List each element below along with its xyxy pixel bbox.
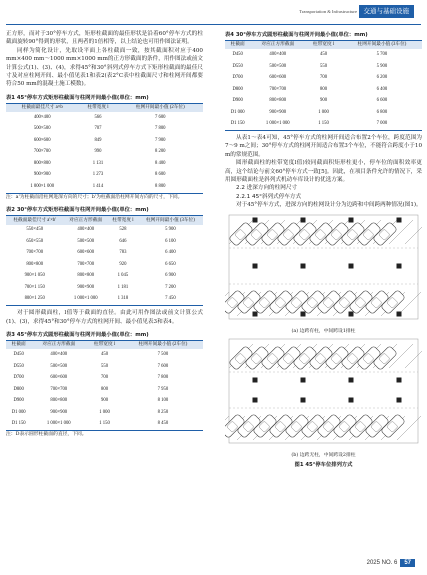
table-4-caption: 表4 30°停车方式圆形柱截面与柱网开间最小值(单位：mm) — [225, 32, 368, 38]
table-row — [6, 372, 203, 384]
table-cell: 600×600 — [269, 75, 287, 81]
table-4-header: 柱网开间最小值 (3车位) — [342, 41, 422, 50]
table-cell: 6 200 — [376, 75, 388, 81]
table-cell: 8 800 — [154, 183, 166, 189]
figure-1b-caption: (b) 边跨无柱，中间跨设2排柱 — [291, 452, 356, 458]
table-cell: 7 950 — [157, 386, 169, 392]
table-cell: 550 — [320, 63, 328, 69]
table-cell: 7 200 — [165, 284, 176, 290]
column-mark — [349, 397, 354, 402]
table-cell: D1 150 — [230, 121, 245, 127]
table-1-header: 柱带宽度 l — [78, 103, 117, 112]
column-mark — [349, 217, 354, 222]
table-cell: 1 181 — [117, 284, 129, 290]
table-cell: 849 — [94, 137, 102, 143]
table-cell: 500×500 — [77, 238, 95, 244]
page-footer — [367, 559, 415, 567]
table-cell: 800×800 — [26, 261, 44, 267]
stall-line — [405, 344, 422, 368]
table-1-body — [6, 112, 203, 193]
table-cell: D1 000 — [230, 109, 245, 115]
section-heading-2-2-1: 2.2.1 45°斜列式停车方式 — [236, 193, 302, 200]
table-cell: 450 — [320, 52, 328, 58]
table-cell: 550×450 — [26, 227, 44, 233]
figure-1b-diagram — [225, 336, 422, 446]
table-row — [6, 349, 203, 361]
right-paragraph-3: 对于45°停车方式，进深方向的柱网设计分为边跨和中间跨两种情况(图1)。 — [236, 202, 422, 209]
column-mark — [301, 263, 306, 268]
table-1-header: 柱网开间最小值 (2车位) — [118, 103, 204, 112]
table-row — [6, 225, 203, 237]
table-cell: 600×600 — [50, 375, 68, 381]
table-cell: 528 — [119, 227, 127, 233]
table-row — [6, 135, 203, 147]
table-row — [6, 170, 203, 182]
stall-line — [405, 220, 422, 244]
column-mark — [397, 377, 402, 382]
table-4-header: 对应正方形截面 — [250, 41, 305, 50]
table-cell: 700×700 — [50, 386, 68, 392]
table-2-header: 柱网开间最小值 (3车位) — [138, 216, 203, 225]
table-row — [6, 418, 203, 430]
table-4-body — [225, 49, 422, 130]
table-cell: 400×400 — [77, 227, 95, 233]
table-cell: D900 — [13, 398, 24, 404]
table-cell: 450 — [101, 352, 109, 358]
table-row — [225, 84, 422, 96]
table-cell: D700 — [13, 375, 24, 381]
table-3-note: 注：D表示圆形柱截面的直径，下同。 — [6, 431, 87, 437]
table-cell: 900 — [320, 98, 328, 104]
table-cell: 6 100 — [165, 238, 176, 244]
table-row — [225, 49, 422, 61]
table-row — [6, 361, 203, 373]
table-cell: 800 — [101, 386, 109, 392]
table-row — [6, 236, 203, 248]
table-cell: 7 500 — [157, 352, 169, 358]
table-cell: 8 100 — [157, 398, 169, 404]
column-mark — [301, 377, 306, 382]
table-cell: 700×700 — [269, 86, 287, 92]
section-label: 交通与基础设施 — [359, 5, 415, 18]
left-paragraph-3: 对于圆形截面柱，l值等于截面的直径。由此可用作图法或前文计算公式(1)、(3)，求得45°和30°停车方式的柱网开间、最小值见表3和表4。 — [6, 310, 203, 325]
table-1-note: 注：a'为柱截面沿柱网进深方向的尺寸；b'为柱截面沿柱网开间方向的尺寸，下同。 — [6, 194, 183, 200]
table-cell: 990 — [94, 149, 102, 155]
table-cell: 900×1 050 — [24, 273, 45, 279]
table-1-header: 柱截面最佳尺寸 a×b — [6, 103, 78, 112]
left-paragraph-1: 正方形，而对于30°停车方式，矩形柱截面的最佳形状是沿着60°停车方式的柱截面旋转90°得到的形状，且两者的1倍相等，以上结论也可用作图法证明。 — [6, 31, 203, 46]
table-1 — [6, 103, 203, 194]
table-row — [6, 158, 203, 170]
column-mark — [397, 263, 402, 268]
column-mark — [253, 311, 258, 316]
table-cell: 5 700 — [376, 52, 388, 58]
column-mark — [253, 397, 258, 402]
table-cell: 500×500 — [33, 126, 51, 132]
table-2-body — [6, 225, 203, 306]
table-cell: 6 600 — [376, 98, 388, 104]
header-rule — [6, 24, 421, 25]
table-cell: 7 900 — [154, 137, 166, 143]
table-cell: D700 — [232, 75, 243, 81]
table-row — [6, 248, 203, 260]
table-cell: 5 900 — [376, 63, 388, 69]
right-column — [225, 30, 422, 468]
table-cell: 6 400 — [165, 250, 176, 256]
table-cell: 7 000 — [376, 121, 388, 127]
table-cell: 8 450 — [157, 421, 169, 427]
table-cell: 5 900 — [165, 227, 176, 233]
journal-name-en: Transportation & Infrastructure — [299, 9, 357, 14]
table-cell: 6 800 — [376, 109, 388, 115]
table-row — [6, 294, 203, 306]
table-cell: 900×900 — [50, 409, 68, 415]
right-paragraph-1: 从表1～表4可知，45°停车方式的柱网开间适合布置2个车位，跨度范围为7～9 m之间；30°停车方式的柱网开间适合布置3个车位，不能符合跨度小于10 m的常规范围。 — [225, 134, 423, 158]
table-cell: D450 — [232, 52, 243, 58]
table-row — [225, 95, 422, 107]
table-2-header: 对应正方形截面 — [63, 216, 108, 225]
column-mark — [301, 311, 306, 316]
table-cell: 1 150 — [318, 121, 329, 127]
table-cell: D450 — [13, 352, 24, 358]
table-row — [225, 118, 422, 130]
left-paragraph-2: 同样为简化设计，先取设平面上各柱截面一致，按其截面积对应于400 mm×400 mm～1000 mm×1000 mm的正方形截面的条件，用作图法或前文计算公式(1)、(3)、(4)，求得45°和30°斜列式停车方式下矩形柱截面的最佳尺寸及对应柱网开间、最小值见表1和表2(表2°C表中柱截面尺寸和柱网开间都要符合50 mm的混凝土施工模数)。 — [6, 47, 203, 88]
table-cell: 1 000×1 000 — [46, 421, 71, 427]
figure-1-caption: 图1 45°停车位排列方式 — [294, 461, 353, 468]
table-row — [6, 181, 203, 193]
table-3-header: 柱带宽度 l — [86, 341, 123, 350]
table-cell: 700×1 150 — [24, 284, 45, 290]
left-column — [6, 30, 203, 441]
table-cell: D800 — [232, 86, 243, 92]
table-cell: 700 — [320, 75, 328, 81]
table-row — [225, 107, 422, 119]
table-4-header: 柱带宽度 l — [305, 41, 342, 50]
table-cell: 700×700 — [26, 250, 44, 256]
table-cell: D1 150 — [11, 421, 26, 427]
column-mark — [349, 311, 354, 316]
column-mark — [349, 377, 354, 382]
table-2-caption: 表2 30°停车方式矩形柱截面与柱网开间最小值(单位：mm) — [6, 207, 149, 214]
table-cell: 550 — [101, 363, 109, 369]
column-mark — [253, 217, 258, 222]
table-cell: 8 400 — [154, 160, 166, 166]
table-cell: 1 414 — [92, 183, 104, 189]
column-mark — [349, 263, 354, 268]
table-2-header: 柱截面最佳尺寸 a'×b' — [6, 216, 63, 225]
table-3-caption: 表3 45°停车方式圆形柱截面与柱网开间最小值(单位：mm) — [6, 332, 149, 338]
table-cell: 700 — [101, 375, 109, 381]
table-cell: 646 — [119, 238, 127, 244]
table-cell: 1 000 — [99, 409, 110, 415]
table-row — [6, 384, 203, 396]
table-cell: 400×400 — [33, 114, 51, 120]
table-cell: 1 000×1 000 — [265, 121, 290, 127]
table-4-header: 柱截面 — [225, 41, 250, 50]
table-row — [6, 395, 203, 407]
column-mark — [253, 377, 258, 382]
table-row — [6, 271, 203, 283]
table-cell: 800×800 — [50, 398, 68, 404]
figure-1 — [225, 212, 422, 468]
table-cell: 783 — [119, 250, 127, 256]
table-cell: 566 — [94, 114, 102, 120]
table-cell: 800×800 — [33, 160, 51, 166]
table-cell: 1 000×1 000 — [30, 183, 55, 189]
table-3-body — [6, 349, 203, 430]
table-row — [6, 112, 203, 124]
table-row — [6, 407, 203, 419]
table-cell: 600×600 — [33, 137, 51, 143]
column-mark — [253, 263, 258, 268]
table-cell: 1 150 — [99, 421, 110, 427]
table-2 — [6, 215, 203, 306]
table-cell: 700×700 — [77, 261, 95, 267]
table-cell: 1 318 — [117, 296, 129, 302]
figure-1a-caption: (a) 边跨有柱，中间跨设1排柱 — [291, 328, 356, 334]
table-4 — [225, 40, 422, 131]
table-row — [225, 72, 422, 84]
table-cell: 800×800 — [269, 98, 287, 104]
table-cell: 900×900 — [77, 284, 95, 290]
column-mark — [397, 311, 402, 316]
table-1-caption: 表1 45°停车方式矩形柱截面与柱网开间最小值(单位：mm) — [6, 94, 149, 101]
table-cell: 1 000 — [318, 109, 329, 115]
table-cell: 7 800 — [154, 126, 166, 132]
table-cell: 800×800 — [77, 273, 95, 279]
table-cell: 650×550 — [26, 238, 44, 244]
table-cell: D900 — [232, 98, 243, 104]
table-3-header: 柱网开间最小值 (2车位) — [123, 341, 203, 350]
table-3-header: 柱截面 — [6, 341, 31, 350]
table-cell: 800×1 250 — [24, 296, 45, 302]
table-cell: D550 — [232, 63, 243, 69]
table-cell: 1 045 — [117, 273, 129, 279]
table-cell: 400×400 — [269, 52, 287, 58]
table-3 — [6, 340, 203, 431]
figure-1a-diagram — [225, 212, 422, 322]
page-header — [0, 0, 427, 26]
table-cell: 8 250 — [157, 409, 169, 415]
table-cell: 500×500 — [50, 363, 68, 369]
table-cell: 7 800 — [157, 375, 169, 381]
table-row — [6, 147, 203, 159]
table-cell: D550 — [13, 363, 24, 369]
page-number: 57 — [400, 559, 415, 567]
column-mark — [301, 217, 306, 222]
issue-number: 2025 NO. 6 — [366, 560, 398, 566]
table-cell: 6 650 — [165, 261, 176, 267]
table-cell: 1 131 — [92, 160, 104, 166]
right-paragraph-2: 圆形截面柱的柱带宽度l值)较同截面积矩形柱更小，停车位的面积效率更高，这个结论与前文60°停车方式一致[5]。因此，在项目条件允许的情况下，采用圆形截面柱是斜列式机动车库设计的优选方案。 — [225, 160, 422, 183]
table-cell: 800 — [320, 86, 328, 92]
table-row — [6, 124, 203, 136]
column-mark — [397, 397, 402, 402]
table-cell: 700×700 — [33, 149, 51, 155]
section-heading-2-2: 2.2 进深方向的柱网尺寸 — [236, 185, 298, 192]
table-cell: 8 600 — [154, 172, 166, 178]
table-cell: 7 450 — [165, 296, 176, 302]
table-3-header: 对应正方形截面 — [31, 341, 86, 350]
table-row — [225, 61, 422, 73]
table-cell: 6 400 — [376, 86, 388, 92]
table-cell: 400×400 — [50, 352, 68, 358]
table-cell: 600×600 — [77, 250, 95, 256]
table-cell: 707 — [94, 126, 102, 132]
table-cell: 1 273 — [92, 172, 104, 178]
table-cell: D1 000 — [11, 409, 26, 415]
table-cell: 6 900 — [165, 273, 176, 279]
table-cell: 7 600 — [157, 363, 169, 369]
table-cell: D800 — [13, 386, 24, 392]
table-cell: 7 600 — [154, 114, 166, 120]
table-row — [6, 259, 203, 271]
table-cell: 500×500 — [269, 63, 287, 69]
column-mark — [301, 397, 306, 402]
table-cell: 900 — [101, 398, 109, 404]
table-cell: 900×900 — [269, 109, 287, 115]
table-cell: 1 000×1 000 — [73, 296, 98, 302]
table-row — [6, 282, 203, 294]
table-2-header: 柱带宽度 l — [108, 216, 138, 225]
column-mark — [397, 217, 402, 222]
table-cell: 920 — [119, 261, 127, 267]
table-cell: 900×900 — [33, 172, 51, 178]
table-cell: 8 200 — [154, 149, 166, 155]
